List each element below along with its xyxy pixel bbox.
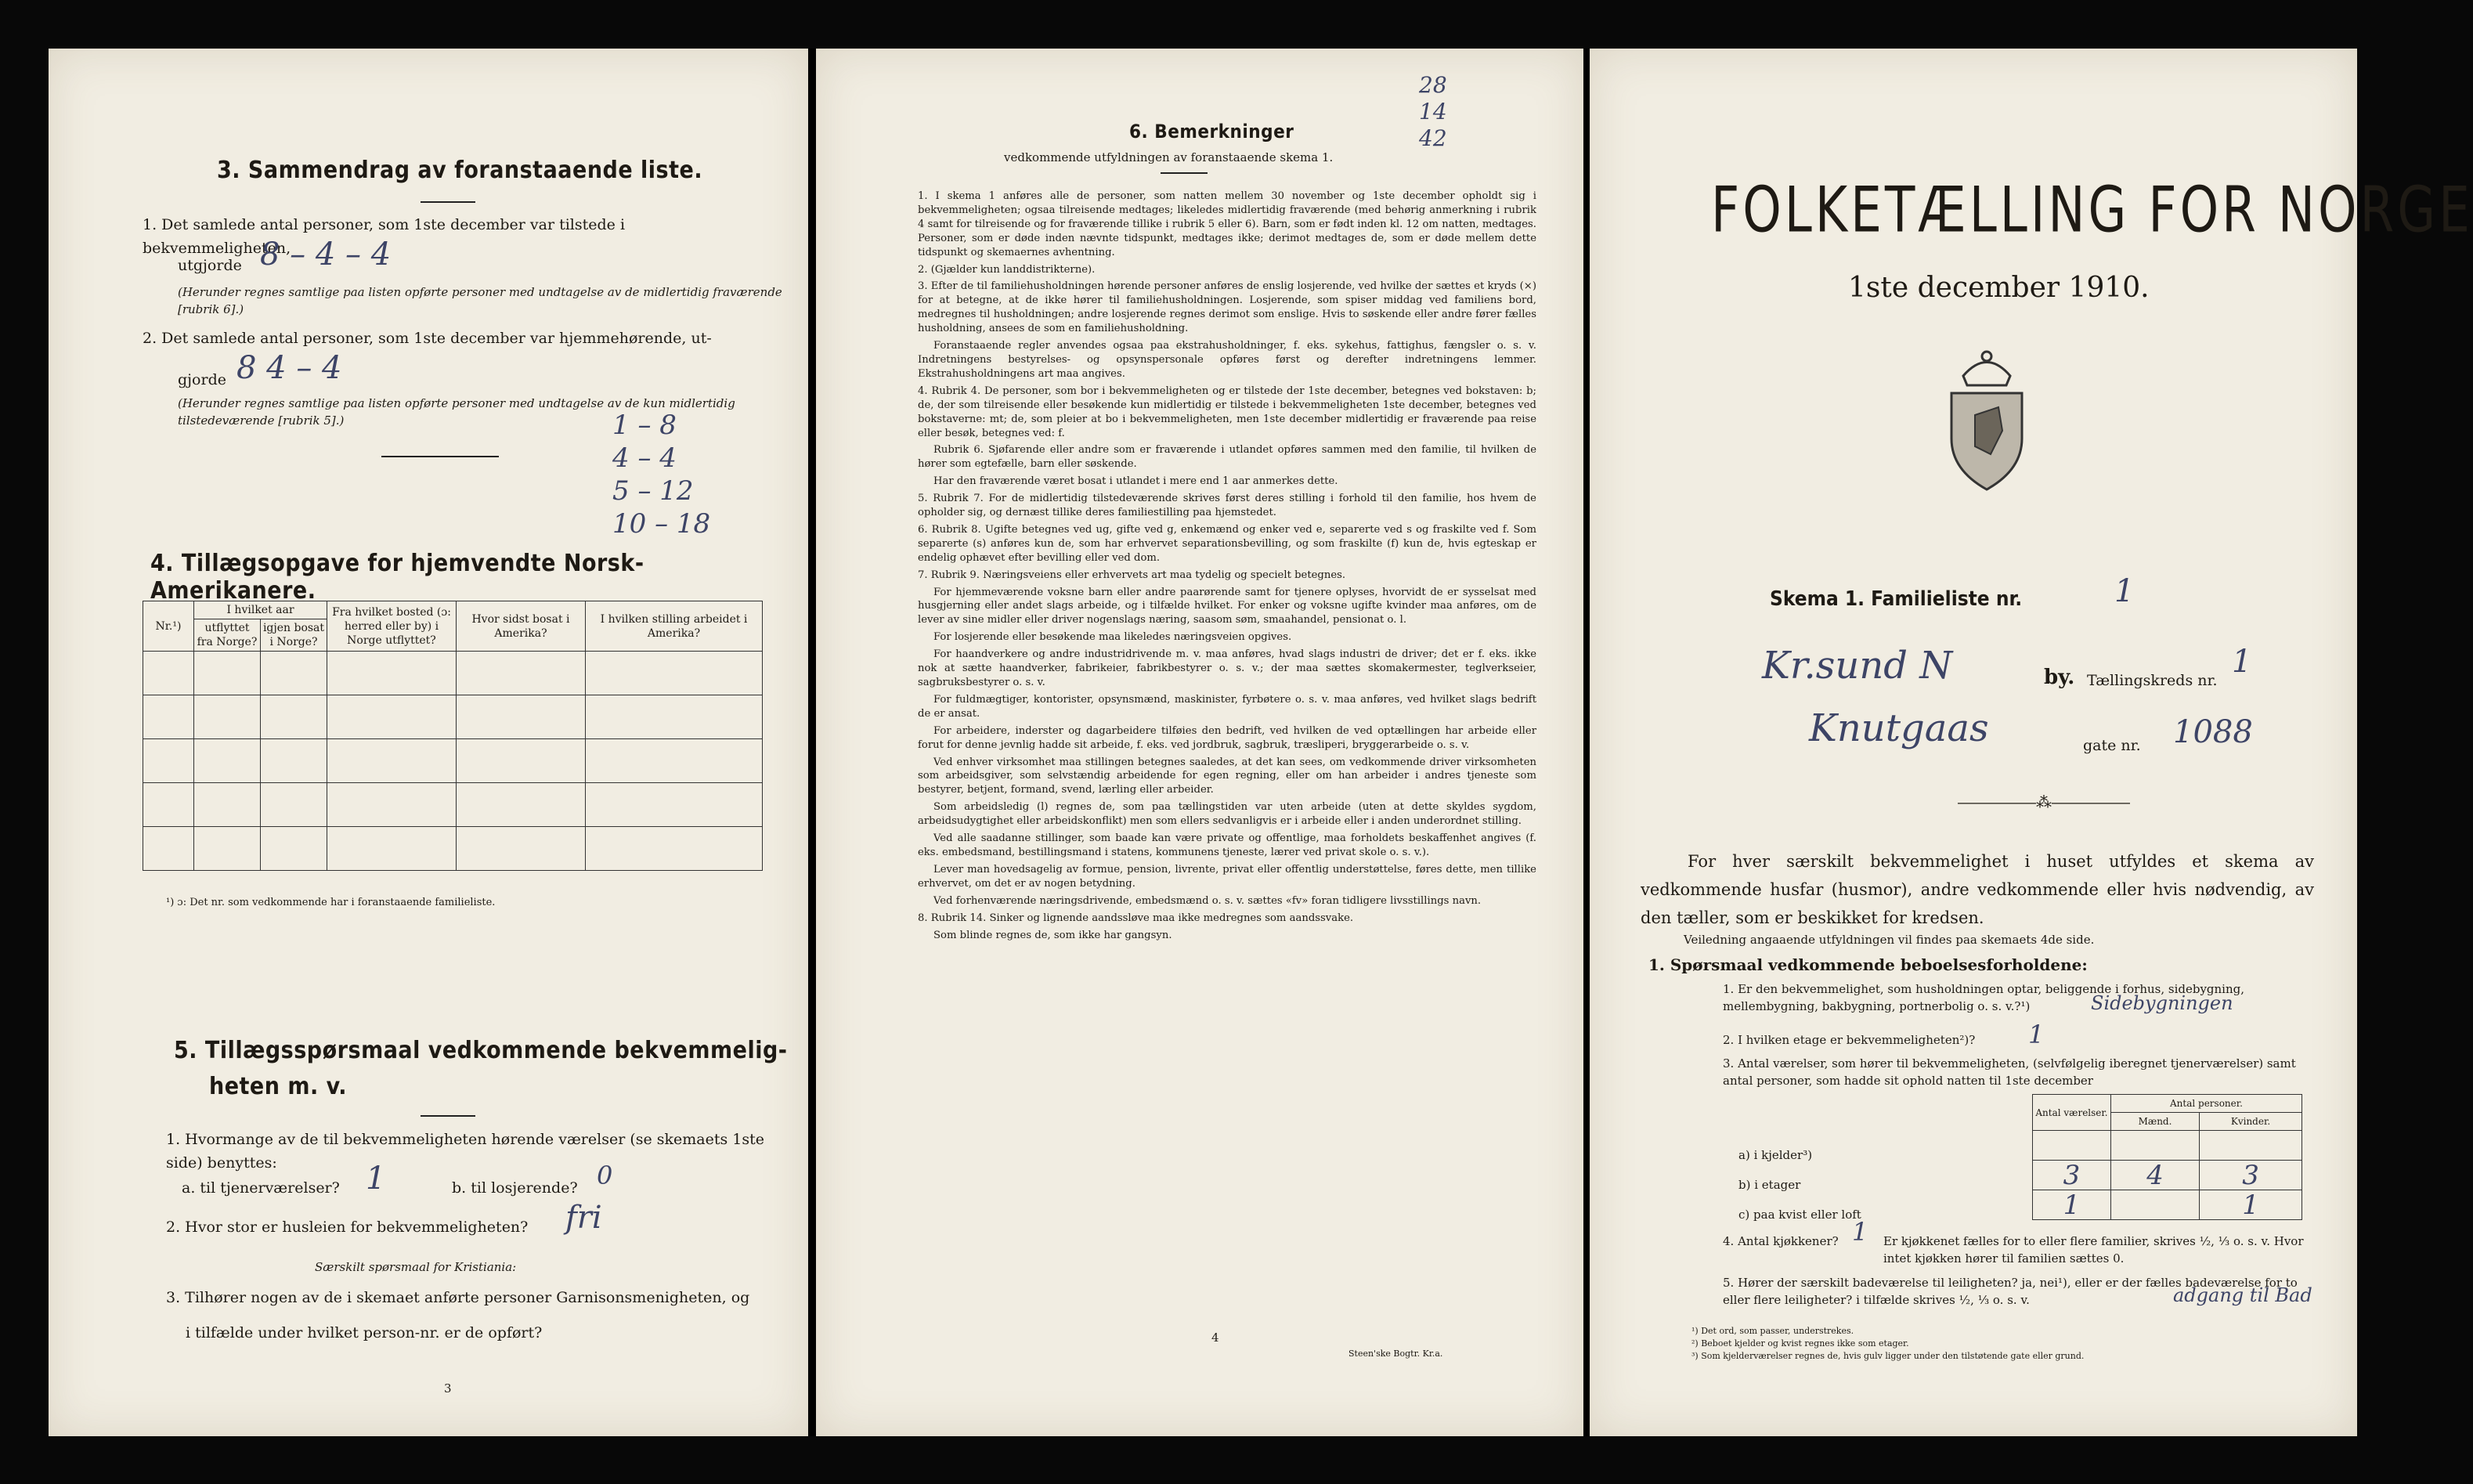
remark-paragraph: 4. Rubrik 4. De personer, som bor i bekvemmeligheten og er tilstede der 1ste december, betegnes ved bokstaven: b; de, der som tilreisende eller besøkende kun midlertidig er tilstede i bekvemmeligheten 1ste december, betegnes ved bokstaverne: mt; de, som pleier at bo i bekvemmeligheten, men 1ste december midlertidig er fraværende paa reise eller besøk, betegnes ved: f. [918, 385, 1536, 439]
section4-title: 4. Tillægsopgave for hjemvendte Norsk-Amerikanere. [150, 550, 644, 605]
remark-paragraph: 8. Rubrik 14. Sinker og lignende aandssløve maa ikke medregnes som aandssvake. [918, 912, 1354, 924]
divider [421, 201, 475, 203]
remark-paragraph: Ved enhver virksomhet maa stillingen betegnes saaledes, at det kan sees, om vedkommende driver virksomheten som arbeidsgiver, som selvstændig arbeidende for egen regning, eller om han arbeider i andres tjeneste som bestyrer, betjent, formand, svend, lærling eller arbeider. [918, 756, 1536, 796]
cell-women: 1 [2200, 1190, 2302, 1220]
intro-text: For hver særskilt bekvemmelighet i huset utfyldes et skema av vedkommende husfar (husmor), andre vedkommende eller hvis nødvendig, av den tæller, som er beskikket for kredsen. [1641, 852, 2314, 927]
remark-paragraph: Som arbeidsledig (l) regnes de, som paa tællingstiden var uten arbeide (uten at dette skyldes sygdom, arbeidsudygtighet eller arbeidskonflikt) men som ellers sedvanligvis er i arbeide eller i anden underordnet stilling. [918, 801, 1536, 828]
sum-line: 1 – 8 [612, 410, 677, 441]
remark-paragraph: For fuldmægtiger, kontorister, opsynsmænd, maskinister, fyrbøtere o. s. v. maa anføres, ved hvilket slags bedrift de er ansat. [918, 693, 1536, 720]
col-men: Mænd. [2111, 1113, 2200, 1131]
cell-women [2200, 1131, 2302, 1161]
table-row [143, 695, 763, 739]
remark-paragraph: Foranstaaende regler anvendes ogsaa paa ekstrahusholdninger, f. eks. sykehus, fattighus, fængsler o. s. v. Indretningens bestyrelses- og opsynspersonale opføres først og derefter indretningens lemmer. Ekstrahusholdningens art maa angives. [918, 340, 1536, 380]
cell-men [2111, 1131, 2200, 1161]
question-1: 1. Er den bekvemmelighet, som husholdningen optar, beliggende i forhus, sidebygning, mellembygning, bakbygning, portnerbolig o. s. v.?¹) [1723, 982, 2245, 1013]
sum-line: 10 – 18 [612, 508, 711, 540]
footnote: ¹) Det ord, som passer, understrekes. [1691, 1326, 1854, 1336]
street-value: Knutgaas [1809, 706, 1989, 750]
district-value: 1 [2232, 644, 2252, 680]
cell-men [2111, 1190, 2200, 1220]
question-1-value: Sidebygningen [2091, 992, 2233, 1014]
cell-women: 3 [2200, 1161, 2302, 1190]
sum-calculation [612, 409, 710, 540]
remark-paragraph: Lever man hovedsagelig av formue, pension, livrente, privat eller offentlig understøttelse, føres dette, men tillike erhvervet, om det er av nogen betydning. [918, 863, 1536, 890]
col-women: Kvinder. [2200, 1113, 2302, 1131]
row-label-cellar: a) i kjelder³) [1738, 1148, 1813, 1162]
remark-paragraph: Ved alle saadanne stillinger, som baade kan være private og offentlige, maa forholdets beskaffenhet angives (f. eks. embedsmand, bestillingsmand i statens, kommunens tjeneste, lærer ved privat skole o. s. v.). [918, 832, 1536, 858]
section5-q3-line2: i tilfælde under hvilket person-nr. er de opført? [186, 1324, 543, 1341]
section5-title-line1: 5. Tillægsspørsmaal vedkommende bekvemmelig- [174, 1037, 788, 1064]
remark-paragraph: 5. Rubrik 7. For de midlertidig tilstedeværende skrives først deres stilling i forhold til den familie, hos hvem de opholder sig, og dernæst tillike deres familiestilling paa hjemstedet. [918, 493, 1536, 519]
district-label: Tællingskreds nr. [2087, 672, 2218, 689]
page-number: 3 [444, 1381, 452, 1396]
divider [421, 1115, 475, 1117]
row-label-floors: b) i etager [1738, 1178, 1801, 1192]
divider [381, 456, 499, 457]
remark-paragraph: 1. I skema 1 anføres alle de personer, som natten mellem 30 november og 1ste december opholdt sig i bekvemmeligheten; ogsaa tilreisende medtages; likeledes midlertidig fraværende (med behørig anmerkning i rubrik 4 samt for tilreisende og for fraværende tillike i rubrik 5 eller 6). Barn, som er født inden kl. 12 om natten, medtages. Personer, som er døde inden nævnte tidspunkt, medtages ikke; derimot medtages de, som er døde mellem dette tidspunkt og skemaernes avhentning. [918, 190, 1536, 258]
remark-paragraph: 3. Efter de til familiehusholdningen hørende personer anføres de enslig losjerende, ved hvilke der sættes et kryds (×) for at betegne, at de ikke hører til familiehusholdningen. Losjerende, som spiser middag ved familiens bord, medregnes til husholdningen; andre losjerende regnes derimot som enslige. Hvis to søskende eller andre fører fælles husholdning, ansees de som en familiehusholdning. [918, 280, 1536, 335]
remarks-subtitle: vedkommende utfyldningen av foranstaaende skema 1. [1004, 150, 1334, 164]
divider [1161, 172, 1208, 174]
sum-line: 5 – 12 [612, 475, 694, 507]
table-row [2033, 1131, 2302, 1161]
section5-q1a-value: 1 [366, 1161, 386, 1197]
table-row [2033, 1161, 2302, 1190]
question-3: 3. Antal værelser, som hører til bekvemmeligheten, (selvfølgelig iberegnet tjenerværelser) samt antal personer, som hadde sit ophold natten til 1ste december [1723, 1056, 2296, 1088]
remark-paragraph: For haandverkere og andre industridrivende m. v. maa anføres, hvad slags industri de driver; det er f. eks. ikke nok at sætte haandverker, fabrikeier, fabrikbestyrer o. s. v.; der maa sættes skomakermester, teglverkseier, sagbruksbestyrer o. s. v. [918, 648, 1536, 688]
question-5: 5. Hører der særskilt badeværelse til leiligheten? ja, nei¹), eller er der fælles badeværelse for to eller flere leiligheter? i tilfælde skrives ½, ⅓ o. s. v. [1723, 1276, 2298, 1307]
cell-rooms: 1 [2033, 1190, 2111, 1220]
section3-item2-text: 2. Det samlede antal personer, som 1ste december var hjemmehørende, ut- [143, 330, 712, 347]
footnote: ²) Beboet kjelder og kvist regnes ikke som etager. [1691, 1338, 1909, 1349]
section5-q2-value: fri [565, 1200, 602, 1236]
ornament-icon: ―――――⁂――――― [1958, 793, 2130, 811]
sum-line: 4 – 4 [612, 442, 677, 474]
question-4: 4. Antal kjøkkener? [1723, 1234, 1839, 1248]
remark-paragraph: Ved forhenværende næringsdrivende, embedsmænd o. s. v. sættes «fv» foran tidligere livsstillings navn. [933, 894, 1482, 907]
remark-paragraph: For hjemmeværende voksne barn eller andre paarørende samt for tjenere oplyses, hvorvidt de er sysselsat med husgjerning eller andet slags arbeide, og i tilfælde hvilket. For enker og voksne ugifte kvinder maa anføres, om de lever av sine midler eller driver nogenslags næring, saasom søm, smaahandel, pensionat o. l. [918, 586, 1536, 626]
col-emigrated: utflyttet fra Norge? [194, 619, 261, 652]
section5-special: Særskilt spørsmaal for Kristiania: [315, 1260, 517, 1274]
city-value: Kr.sund N [1762, 644, 1953, 688]
margin-sum-line: 42 [1419, 125, 1447, 151]
page-number: 4 [1211, 1331, 1219, 1345]
street-number: 1088 [2173, 714, 2253, 750]
question-4-value: 1 [1852, 1217, 1868, 1247]
col-occupation: I hvilken stilling arbeidet i Amerika? [586, 601, 763, 652]
remark-paragraph: 6. Rubrik 8. Ugifte betegnes ved ug, gifte ved g, enkemænd og enker ved e, separerte ved s og fraskilte ved f. Som separerte (s) anføres kun de, som har erhvervet separationsbevilling, og som fraskilte (f) kun de, hvis egteskap er endelig ophævet efter bevilling eller ved dom. [918, 523, 1536, 564]
question-2-value: 1 [2028, 1020, 2045, 1049]
col-nr: Nr.¹) [143, 601, 194, 652]
section5-q2: 2. Hvor stor er husleien for bekvemmeligheten? [166, 1219, 529, 1236]
remark-paragraph: Har den fraværende været bosat i utlandet i mere end 1 aar anmerkes dette. [933, 475, 1338, 488]
margin-sum-line: 28 [1419, 72, 1447, 98]
section3-item2-note: (Herunder regnes samtlige paa listen opførte personer med undtagelse av de kun midlertidig tilstedeværende [rubrik 5].) [178, 396, 735, 428]
section3-item1-label: utgjorde [178, 257, 242, 274]
section3-item1-text: 1. Det samlede antal personer, som 1ste december var tilstede i bekvemmeligheten, [143, 216, 626, 257]
remark-paragraph: 7. Rubrik 9. Næringsveiens eller erhvervets art maa tydelig og specielt betegnes. [918, 569, 1346, 581]
table-row [2033, 1190, 2302, 1220]
table-row [143, 783, 763, 827]
cell-rooms [2033, 1131, 2111, 1161]
norsk-amerikaner-table [143, 601, 763, 871]
question-2: 2. I hvilken etage er bekvemmeligheten²)? [1723, 1033, 1976, 1047]
question-4-rest: Er kjøkkenet fælles for to eller flere familier, skrives ½, ⅓ o. s. v. Hvor intet kjøkken hører til familien sættes 0. [1883, 1234, 2304, 1266]
rooms-table [2032, 1094, 2302, 1220]
col-from: Fra hvilket bosted (ɔ: herred eller by) i Norge utflyttet? [327, 601, 457, 652]
coat-of-arms-icon [1928, 345, 2045, 493]
col-last-residence: Hvor sidst bosat i Amerika? [457, 601, 586, 652]
section5-title-line2: heten m. v. [209, 1073, 348, 1100]
remark-paragraph: For arbeidere, inderster og dagarbeidere tilføies den bedrift, ved hvilken de ved optællingen har arbeide eller forut for denne jevnlig hadde sit arbeide, f. eks. ved jordbruk, sagbruk, træsliperi, bryggerarbeide o. s. v. [918, 724, 1536, 751]
census-page-4 [816, 49, 1583, 1436]
page-gutter [1583, 49, 1590, 1436]
table-row [143, 652, 763, 695]
section4-footnote: ¹) ɔ: Det nr. som vedkommende har i foranstaaende familieliste. [166, 897, 496, 908]
section3-item2-value: 8 4 – 4 [236, 350, 342, 386]
guide-text: Veiledning angaaende utfyldningen vil findes paa skemaets 4de side. [1684, 933, 2095, 947]
section5-q1b-value: 0 [597, 1161, 613, 1190]
footnotes [1691, 1325, 2084, 1363]
margin-sum-line: 14 [1419, 99, 1447, 125]
street-label: gate nr. [2083, 737, 2141, 754]
cell-rooms: 3 [2033, 1161, 2111, 1190]
schema-value: 1 [2114, 573, 2135, 609]
remarks-body [918, 190, 1536, 945]
section3-item2-label: gjorde [178, 371, 226, 388]
questions-heading: 1. Spørsmaal vedkommende beboelsesforholdene: [1648, 955, 2088, 974]
cell-men: 4 [2111, 1161, 2200, 1190]
section5-q1b: b. til losjerende? [452, 1179, 578, 1197]
col-rooms: Antal værelser. [2033, 1095, 2111, 1131]
remark-paragraph: Rubrik 6. Sjøfarende eller andre som er fraværende i utlandet opføres sammen med den familie, til hvilken de hører som egtefælle, barn eller søskende. [918, 444, 1536, 471]
col-persons: Antal personer. [2111, 1095, 2302, 1113]
footnote: ³) Som kjelderværelser regnes de, hvis gulv ligger under den tilstøtende gate eller grund. [1691, 1351, 2085, 1361]
col-group-year: I hvilket aar [194, 601, 327, 619]
section3-item1-note: (Herunder regnes samtlige paa listen opførte personer med undtagelse av de midlertidig fraværende [rubrik 6].) [178, 285, 782, 316]
question-5-value: adgang til Bad [2173, 1284, 2312, 1306]
schema-label: Skema 1. Familieliste nr. [1770, 587, 2023, 611]
census-page-3 [49, 49, 808, 1436]
page-gutter [808, 49, 816, 1436]
remarks-title: 6. Bemerkninger [1129, 121, 1294, 143]
census-page-1 [1590, 49, 2473, 1436]
margin-sum [1419, 72, 1447, 152]
table-row [143, 827, 763, 871]
census-date: 1ste december 1910. [1848, 272, 2150, 304]
section3-title: 3. Sammendrag av foranstaaende liste. [217, 157, 703, 184]
census-title: FOLKETÆLLING FOR NORGE [1711, 172, 2473, 247]
section5-q1a: a. til tjenerværelser? [182, 1179, 340, 1197]
row-label-attic: c) paa kvist eller loft [1738, 1208, 1861, 1222]
table-row [143, 739, 763, 783]
remark-paragraph: For losjerende eller besøkende maa likeledes næringsveien opgives. [933, 631, 1292, 644]
section5-q1: 1. Hvormange av de til bekvemmeligheten hørende værelser (se skemaets 1ste side) benyttes: [166, 1131, 765, 1172]
printer-mark: Steen'ske Bogtr. Kr.a. [1348, 1349, 1443, 1359]
col-returned: igjen bosat i Norge? [261, 619, 327, 652]
remark-paragraph: Som blinde regnes de, som ikke har gangsyn. [933, 929, 1172, 941]
section5-q3-line1: 3. Tilhører nogen av de i skemaet anførte personer Garnisonsmenigheten, og [166, 1289, 750, 1306]
remark-paragraph: 2. (Gjælder kun landdistrikterne). [918, 263, 1096, 276]
city-label: by. [2044, 666, 2075, 689]
section3-item1-value: 8 – 4 – 4 [260, 237, 392, 273]
